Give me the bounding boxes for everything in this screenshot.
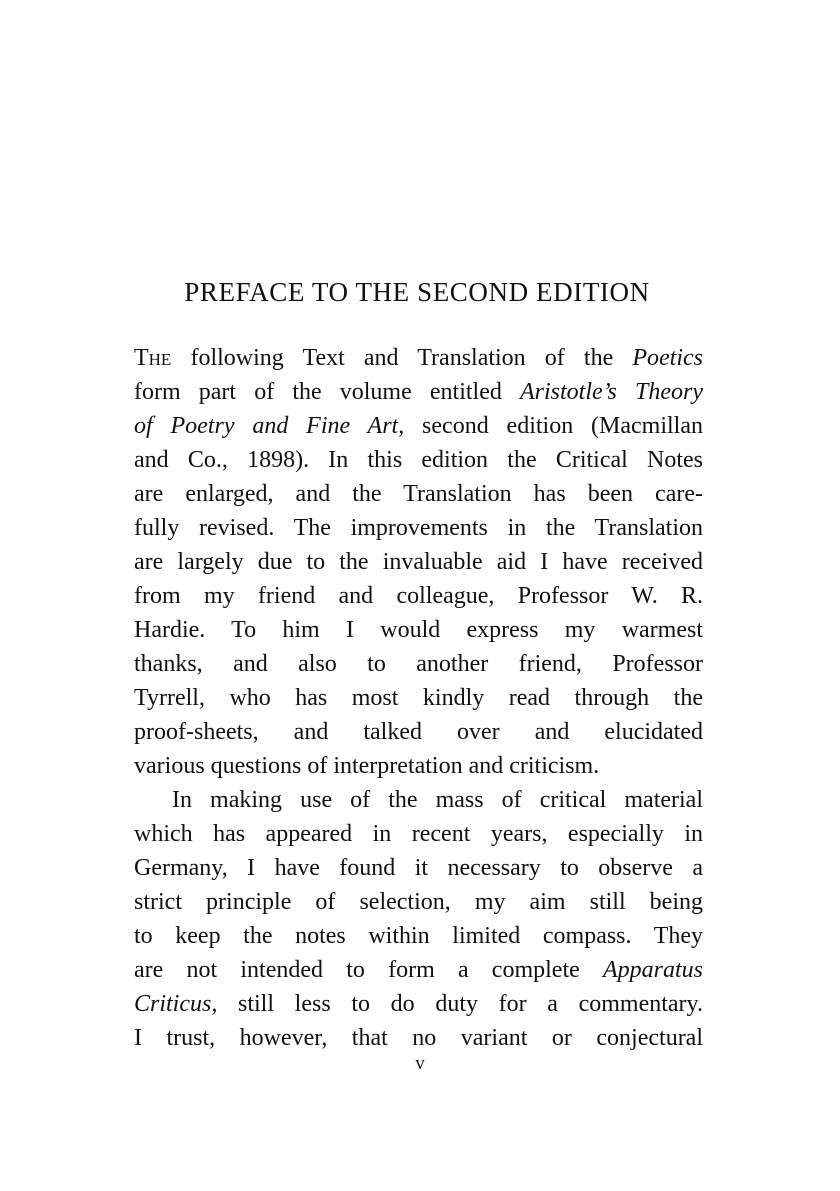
- text-line: are enlarged, and the Translation has been care-: [134, 481, 703, 507]
- text-run: following Text and Translation of the: [171, 345, 633, 371]
- text-line: Tyrrell, who has most kindly read through the: [134, 685, 703, 711]
- italic-title: of Poetry and Fine Art,: [134, 413, 405, 439]
- text-line: and Co., 1898). In this edition the Critical Notes: [134, 447, 703, 473]
- text-line: from my friend and colleague, Professor W. R.: [134, 583, 703, 609]
- text-run: still less to do duty for a commentary.: [217, 991, 703, 1017]
- text-line: [134, 375, 703, 409]
- text-line: fully revised. The improvements in the Translation: [134, 515, 703, 541]
- text-run: second edition (Macmillan: [404, 413, 703, 439]
- italic-title: Aristotle’s Theory: [519, 379, 703, 405]
- text-line: [134, 953, 703, 987]
- text-line: [134, 987, 703, 1021]
- text-line: In making use of the mass of critical material: [172, 787, 703, 813]
- text-line: [134, 341, 703, 375]
- italic-title: Criticus,: [134, 991, 218, 1017]
- page-number: v: [415, 1053, 425, 1074]
- text-line: proof-sheets, and talked over and elucidated: [134, 719, 703, 745]
- text-run: form part of the volume entitled: [134, 379, 520, 405]
- drop-cap-word: The: [134, 345, 172, 371]
- text-run: are not intended to form a complete: [134, 957, 603, 983]
- text-line: [134, 409, 703, 443]
- text-line: I trust, however, that no variant or conjectural: [134, 1025, 703, 1051]
- italic-title: Apparatus: [602, 957, 703, 983]
- text-line: various questions of interpretation and criticism.: [134, 753, 600, 779]
- page-title: PREFACE TO THE SECOND EDITION: [184, 277, 650, 307]
- italic-title: Poetics: [632, 345, 703, 371]
- text-line: to keep the notes within limited compass. They: [134, 923, 703, 949]
- text-line: thanks, and also to another friend, Professor: [134, 651, 703, 677]
- text-line: Germany, I have found it necessary to observe a: [134, 855, 703, 881]
- text-line: Hardie. To him I would express my warmest: [134, 617, 703, 643]
- text-line: are largely due to the invaluable aid I have received: [134, 549, 703, 575]
- text-line: strict principle of selection, my aim still being: [134, 889, 703, 915]
- text-line: which has appeared in recent years, especially in: [134, 821, 703, 847]
